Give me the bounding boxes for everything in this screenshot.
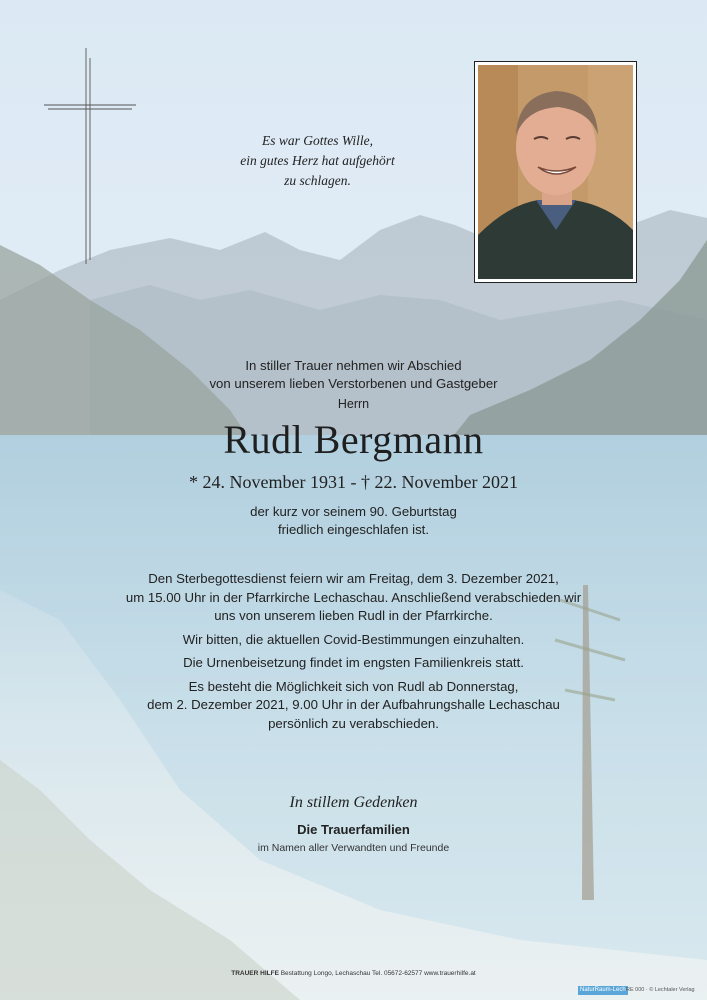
service-line: uns von unserem lieben Rudl in der Pfarrkirche. <box>214 608 493 623</box>
viewing-line: dem 2. Dezember 2021, 9.00 Uhr in der Aufbahrungshalle Lechaschau <box>147 697 560 712</box>
intro-line: von unserem lieben Verstorbenen und Gastgeber <box>209 376 498 391</box>
quote-line: Es war Gottes Wille, <box>262 133 373 148</box>
memorial-quote <box>200 131 435 191</box>
deceased-name: Rudl Bergmann <box>223 417 484 462</box>
viewing-paragraph <box>80 678 627 734</box>
portrait-frame <box>474 61 637 283</box>
reference-text: RE 000 · © Lechtaler Verlag <box>626 987 695 993</box>
passing-line: der kurz vor seinem 90. Geburtstag <box>250 504 457 519</box>
viewing-line: Es besteht die Möglichkeit sich von Rudl ab Donnerstag, <box>188 678 519 694</box>
passing-text <box>80 503 627 539</box>
service-paragraph <box>80 570 627 626</box>
intro-text <box>80 357 627 393</box>
footer-brand: TRAUER HILFE <box>231 970 279 977</box>
footer-text: Bestattung Longo, Lechaschau Tel. 05672-62577 www.trauerhilfe.at <box>280 970 476 977</box>
footer <box>100 969 607 978</box>
passing-line: friedlich eingeschlafen ist. <box>277 522 429 537</box>
service-details <box>80 570 627 738</box>
service-line: Den Sterbegottesdienst feiern wir am Freitag, dem 3. Dezember 2021, <box>148 571 559 586</box>
life-dates: * 24. November 1931 - † 22. November 2021 <box>189 472 518 492</box>
intro-line: In stiller Trauer nehmen wir Abschied <box>245 358 462 373</box>
relatives-line: im Namen aller Verwandten und Freunde <box>257 842 450 854</box>
quote-line: zu schlagen. <box>284 173 351 188</box>
service-line: um 15.00 Uhr in der Pfarrkirche Lechaschau. Anschließend verabschieden wir <box>125 589 582 605</box>
covid-notice: Wir bitten, die aktuellen Covid-Bestimmungen einzuhalten. <box>182 631 525 647</box>
salutation: Herrn <box>337 397 370 411</box>
portrait-photo <box>478 65 633 279</box>
quote-line: ein gutes Herz hat aufgehört <box>240 153 395 168</box>
urn-burial-notice: Die Urnenbeisetzung findet im engsten Familienkreis statt. <box>183 655 524 670</box>
family-signature: Die Trauerfamilien <box>297 822 410 837</box>
remembrance-line: In stillem Gedenken <box>289 794 418 811</box>
viewing-line: persönlich zu verabschieden. <box>268 715 439 731</box>
photo-credit-badge: NaturRaum-Lech <box>580 987 626 993</box>
cross-icon <box>44 48 136 264</box>
